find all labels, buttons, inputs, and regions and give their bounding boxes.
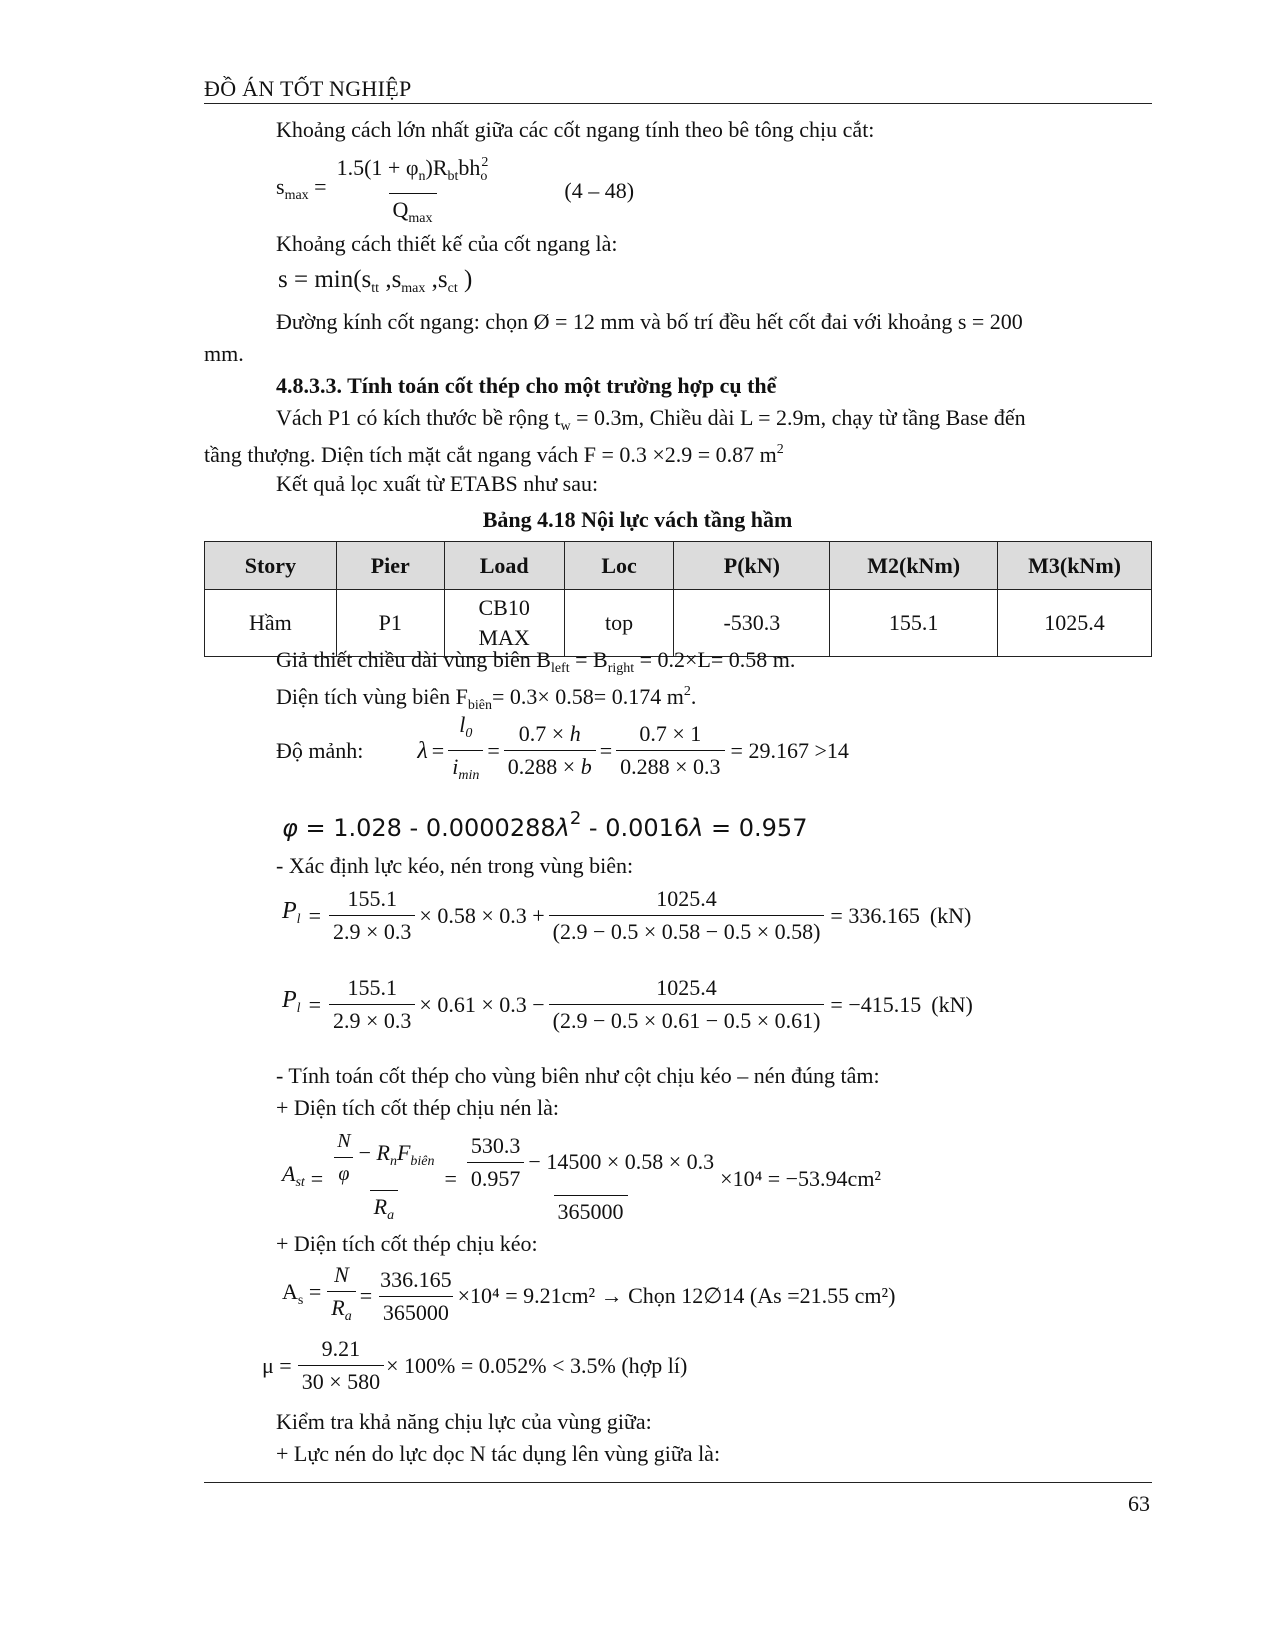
table-cell: 155.1 <box>830 590 998 657</box>
ast-result: ×10⁴ = −53.94cm² <box>720 1165 882 1191</box>
text-line: Khoảng cách thiết kế của cốt ngang là: <box>276 231 618 256</box>
as-result: ×10⁴ = 9.21cm² → Chọn 12∅14 (As =21.55 cm²) <box>457 1283 896 1308</box>
text-line: Kiểm tra khả năng chịu lực của vùng giữa: <box>276 1409 652 1434</box>
equation-phi: $\varphi = 1.028 - 0.0000288\lambda^2 - 0.0016\lambda = 0.957$ <box>282 808 808 842</box>
text-line: + Diện tích cốt thép chịu kéo: <box>276 1231 538 1256</box>
slenderness-result: = 29.167 >14 <box>730 737 849 763</box>
slenderness-label: Độ mảnh: <box>276 737 364 763</box>
text-line: - Xác định lực kéo, nén trong vùng biên: <box>276 853 634 878</box>
text-line: Diện tích vùng biên $F_{biên}= 0.3\times 0.58= 0.174$ $m^2$. <box>276 684 697 713</box>
mu-result: × 100% = 0.052% < 3.5% (hợp lí) <box>386 1352 688 1378</box>
equation-as: $A_s$ = $\frac{N}{R_a}$ = $\frac{336.165}{365000}$ ×10⁴ = 9.21cm² → Chọn 12∅14 (As =21.55 cm²) <box>282 1262 895 1330</box>
section-heading: 4.8.3.3. Tính toán cốt thép cho một trường hợp cụ thể <box>276 373 777 398</box>
text-line: Kết quả lọc xuất từ ETABS như sau: <box>276 471 599 496</box>
table-cell: Hầm <box>205 590 337 657</box>
text-line: + Lực nén do lực dọc N tác dụng lên vùng giữa là: <box>276 1441 721 1466</box>
text-line: - Tính toán cốt thép cho vùng biên như cột chịu kéo – nén đúng tâm: <box>276 1063 880 1088</box>
text-line: Khoảng cách lớn nhất giữa các cốt ngang tính theo bê tông chịu cắt: <box>276 117 875 142</box>
header-rule <box>204 103 1152 104</box>
equation-pl-2: $P_l$ = $\frac{155.1}{2.9 \times 0.3}$ × 0.61 × 0.3 − $\frac{1025.4}{(2.9 - 0.5 \times 0.61 - 0.5 \times 0.61)}$ = −415.15 (kN) <box>282 975 973 1033</box>
footer-rule <box>204 1482 1152 1483</box>
table-header-cell: Story <box>205 542 337 590</box>
table-header-cell: Load <box>444 542 564 590</box>
text-line: Vách P1 có kích thước bề rộng $t_w = 0.3m$, Chiều dài L = 2.9m, chạy từ tầng Base đến <box>276 405 1026 434</box>
page-number: 63 <box>1128 1491 1150 1516</box>
text-line: mm. <box>204 341 244 366</box>
page-header-title: ĐỒ ÁN TỐT NGHIỆP <box>204 76 412 101</box>
unit-label: (kN) <box>929 902 972 928</box>
equation-mu: μ = $\frac{9.21}{30 \times 580}$ × 100% = 0.052% < 3.5% (hợp lí) <box>262 1336 688 1394</box>
text-line: Giả thiết chiều dài vùng biên $B_{left} = B_{right} = 0.2\times L= 0.58$ m. <box>276 647 796 676</box>
table-header-cell: M2(kNm) <box>830 542 998 590</box>
table-caption: Bảng 4.18 Nội lực vách tầng hầm <box>482 507 793 532</box>
table-cell: -530.3 <box>674 590 830 657</box>
equation-pl-1: $P_l$ = $\frac{155.1}{2.9 \times 0.3}$ × 0.58 × 0.3 + $\frac{1025.4}{(2.9 - 0.5 \times 0.58 - 0.5 \times 0.58)}$ = 336.165 (kN) <box>282 886 972 944</box>
equation-ref: (4 – 48) <box>564 178 635 203</box>
table-header-cell: P(kN) <box>674 542 830 590</box>
pl-1-result: = 336.165 <box>830 902 920 928</box>
internal-force-table <box>204 541 1152 657</box>
table-header-cell: M3(kNm) <box>998 542 1152 590</box>
text-line: + Diện tích cốt thép chịu nén là: <box>276 1095 560 1120</box>
equation-s-min: $s = \min(s_{tt}$ $,s_{max}$ $,s_{ct}$ ) <box>278 266 473 296</box>
pl-2-result: = −415.15 <box>830 991 922 1017</box>
equation-slenderness: Độ mảnh: λ = $\frac{l_0}{i_{min}}$ = $\frac{0.7 \times h}{0.288 \times b}$ = $\frac{0.7 \times 1}{0.288 \times 0.3}$ = 29.167 >14 <box>276 712 849 789</box>
table-header-cell: Loc <box>564 542 674 590</box>
equation-ast: $A_{st}$ = $\frac{N}{\varphi}$ − $R_nF_{biên}$ $R_a$ = $\frac{530.3}{0.957}$ − 14500 × 0.58 × 0.3 365000 ×10⁴ = −53.94cm² <box>282 1128 881 1229</box>
table-cell: CB10 MAX <box>444 590 564 657</box>
table-header-row <box>205 542 1152 590</box>
text-line: tầng thượng. Diện tích mặt cắt ngang vách F = 0.3 ×2.9 = 0.87 $m^2$ <box>204 442 784 467</box>
table-cell: 1025.4 <box>998 590 1152 657</box>
table-header-cell: Pier <box>336 542 444 590</box>
text-line: Đường kính cốt ngang: chọn Ø = 12 mm và bố trí đều hết cốt đai với khoảng s = 200 <box>276 309 1023 334</box>
table-cell: top <box>564 590 674 657</box>
unit-label: (kN) <box>931 991 973 1017</box>
equation-smax: $s_{max}$ = $\frac{1.5(1 + \varphi_n)R_{bt}bh_o^2}{Q_{max}}$ (4 – 48) <box>276 150 634 232</box>
table-cell: P1 <box>336 590 444 657</box>
